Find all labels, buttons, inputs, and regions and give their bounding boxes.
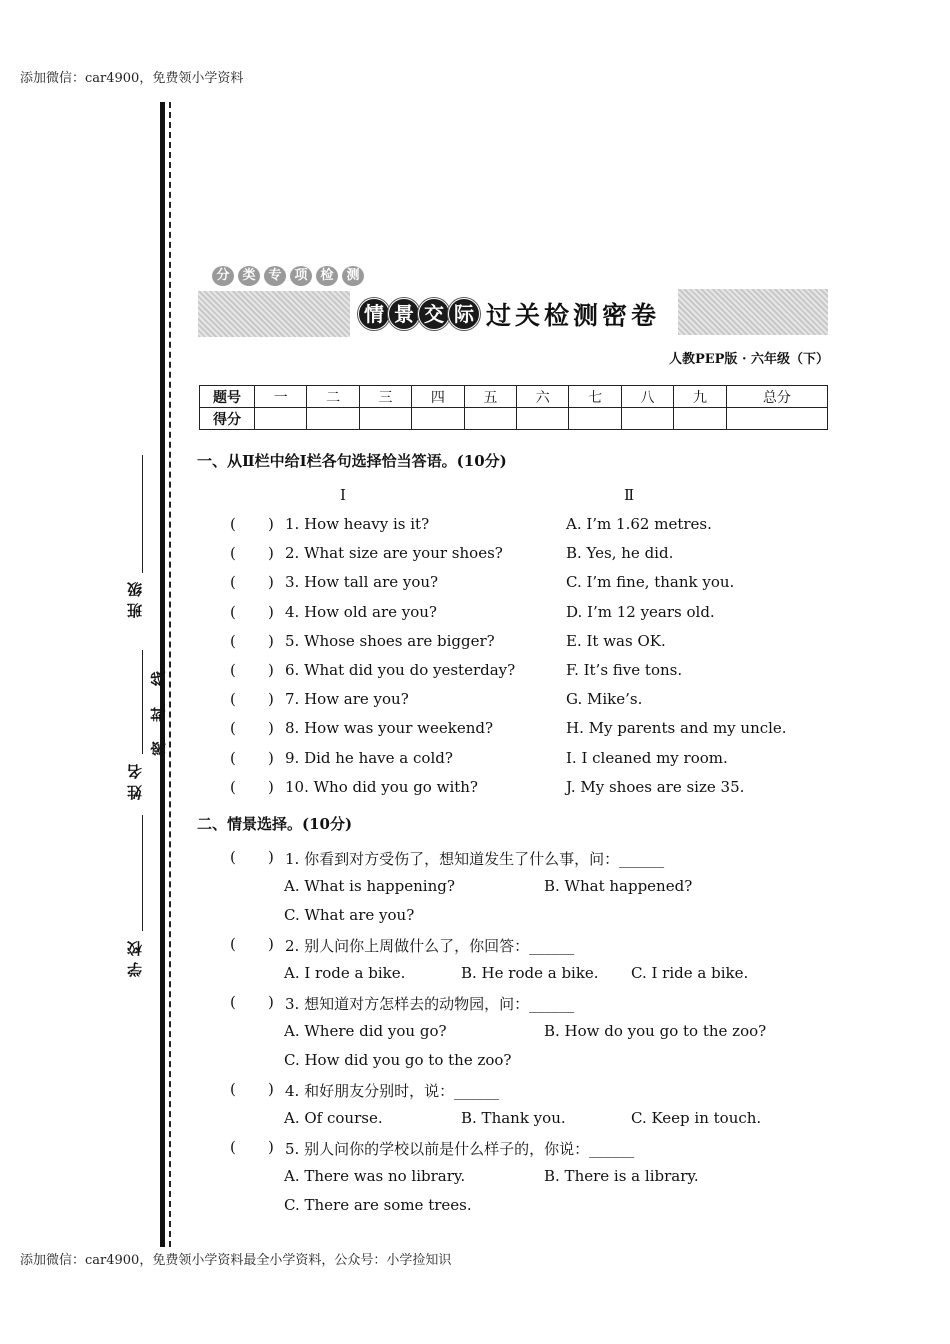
answer-paren-close: ) — [268, 777, 274, 796]
binding-dashed-line — [169, 102, 171, 1247]
answer-paren-open[interactable]: ( — [230, 631, 236, 650]
school-blank[interactable] — [142, 815, 143, 931]
score-col-head: 七 — [569, 386, 621, 408]
match-question: 10. Who did you go with? — [285, 777, 478, 796]
choice-option-b: B. How do you go to the zoo? — [544, 1022, 767, 1040]
match-answer: I. I cleaned my room. — [566, 748, 728, 767]
answer-paren-open[interactable]: ( — [230, 719, 236, 738]
choice-question: 2. 别人问你上周做什么了，你回答：______ — [285, 937, 575, 955]
match-question: 3. How tall are you? — [285, 573, 439, 592]
score-cell[interactable] — [569, 408, 621, 430]
match-question: 7. How are you? — [285, 690, 409, 709]
category-char: 类 — [238, 266, 260, 286]
name-blank[interactable] — [142, 650, 143, 754]
page-title — [358, 294, 660, 334]
choice-question: 4. 和好朋友分别时，说：______ — [285, 1082, 500, 1100]
class-label: 班级 — [126, 576, 144, 618]
score-row-label: 得分 — [200, 408, 255, 430]
watermark-top: 添加微信：car4900，免费领小学资料 — [20, 71, 244, 86]
match-question: 5. Whose shoes are bigger? — [285, 631, 495, 650]
choice-option-b: B. He rode a bike. — [461, 964, 599, 982]
answer-paren-close: ) — [268, 690, 274, 709]
category-char: 测 — [342, 266, 364, 286]
choice-paren-open[interactable]: ( — [230, 935, 236, 953]
match-answer: C. I’m fine, thank you. — [566, 573, 735, 592]
score-col-head: 二 — [307, 386, 359, 408]
score-cell[interactable] — [464, 408, 516, 430]
section1-title: 一、从Ⅱ栏中给Ⅰ栏各句选择恰当答语。(10分) — [197, 452, 507, 470]
score-col-head: 一 — [255, 386, 307, 408]
answer-paren-close: ) — [268, 544, 274, 563]
choice-option-a: A. Where did you go? — [284, 1022, 447, 1040]
category-char: 项 — [290, 266, 312, 286]
choice-option-b: B. What happened? — [544, 877, 693, 895]
answer-paren-close: ) — [268, 602, 274, 621]
score-cell[interactable] — [255, 408, 307, 430]
score-col-head: 六 — [517, 386, 569, 408]
choice-option-c: C. What are you? — [284, 906, 415, 924]
seal-word-feng: 封 — [149, 707, 168, 723]
answer-paren-close: ) — [268, 515, 274, 533]
title-circled-char: 际 — [448, 298, 480, 330]
watermark-bottom: 添加微信：car4900，免费领小学资料最全小学资料，公众号：小学捡知识 — [20, 1253, 452, 1268]
answer-paren-open[interactable]: ( — [230, 690, 236, 709]
choice-paren-open[interactable]: ( — [230, 993, 236, 1011]
title-circled-char: 景 — [388, 298, 420, 330]
choice-option-a: A. I rode a bike. — [284, 964, 406, 982]
choice-paren-open[interactable]: ( — [230, 1138, 236, 1156]
score-header-row — [200, 386, 828, 408]
category-badges — [212, 266, 364, 286]
choice-paren-close: ) — [268, 935, 274, 953]
score-col-head: 总分 — [726, 386, 827, 408]
match-answer: E. It was OK. — [566, 631, 666, 650]
score-col-head: 九 — [674, 386, 726, 408]
choice-paren-close: ) — [268, 1080, 274, 1098]
category-char: 检 — [316, 266, 338, 286]
answer-paren-open[interactable]: ( — [230, 777, 236, 796]
score-cell[interactable] — [307, 408, 359, 430]
match-answer: B. Yes, he did. — [566, 544, 674, 563]
match-answer: G. Mike’s. — [566, 690, 643, 709]
section2-title: 二、情景选择。(10分) — [197, 815, 353, 833]
choice-paren-close: ) — [268, 993, 274, 1011]
column-head-2: Ⅱ — [624, 486, 635, 504]
answer-paren-open[interactable]: ( — [230, 661, 236, 679]
score-cell[interactable] — [412, 408, 464, 430]
choice-option-c: C. Keep in touch. — [631, 1109, 762, 1127]
match-question: 1. How heavy is it? — [285, 515, 430, 533]
answer-paren-open[interactable]: ( — [230, 544, 236, 563]
title-rest: 过关检测密卷 — [486, 301, 661, 330]
score-cell[interactable] — [621, 408, 673, 430]
score-cell[interactable] — [517, 408, 569, 430]
choice-paren-open[interactable]: ( — [230, 1080, 236, 1098]
match-question: 4. How old are you? — [285, 602, 437, 621]
choice-question: 1. 你看到对方受伤了，想知道发生了什么事，问：______ — [285, 850, 665, 868]
choice-option-c: C. There are some trees. — [284, 1196, 472, 1214]
score-row-label: 题号 — [200, 386, 255, 408]
edition-label: 人教PEP版 · 六年级（下） — [668, 352, 829, 367]
match-answer: H. My parents and my uncle. — [566, 719, 787, 738]
category-char: 专 — [264, 266, 286, 286]
choice-option-c: C. How did you go to the zoo? — [284, 1051, 512, 1069]
choice-paren-open[interactable]: ( — [230, 848, 236, 866]
answer-paren-open[interactable]: ( — [230, 602, 236, 621]
choice-option-c: C. I ride a bike. — [631, 964, 749, 982]
answer-paren-close: ) — [268, 661, 274, 679]
choice-option-a: A. There was no library. — [284, 1167, 466, 1185]
score-value-row — [200, 408, 828, 430]
answer-paren-open[interactable]: ( — [230, 573, 236, 592]
header-stripe-left — [198, 291, 350, 337]
score-cell[interactable] — [726, 408, 827, 430]
answer-paren-close: ) — [268, 573, 274, 592]
choice-question: 5. 别人问你的学校以前是什么样子的，你说：______ — [285, 1140, 635, 1158]
match-answer: F. It’s five tons. — [566, 661, 683, 679]
score-col-head: 三 — [359, 386, 411, 408]
choice-paren-close: ) — [268, 848, 274, 866]
score-col-head: 八 — [621, 386, 673, 408]
title-circled-char: 交 — [418, 298, 450, 330]
score-table — [199, 385, 828, 430]
choice-question: 3. 想知道对方怎样去的动物园，问：______ — [285, 995, 575, 1013]
category-char: 分 — [212, 266, 234, 286]
answer-paren-close: ) — [268, 631, 274, 650]
match-question: 8. How was your weekend? — [285, 719, 494, 738]
seal-word-mi: 密 — [149, 741, 168, 757]
choice-paren-close: ) — [268, 1138, 274, 1156]
score-col-head: 五 — [464, 386, 516, 408]
answer-paren-close: ) — [268, 748, 274, 767]
answer-paren-open[interactable]: ( — [230, 515, 236, 533]
match-question: 6. What did you do yesterday? — [285, 661, 516, 679]
header-stripe-right — [678, 289, 828, 335]
class-blank[interactable] — [142, 455, 143, 573]
match-answer: J. My shoes are size 35. — [566, 777, 745, 796]
name-label: 姓名 — [126, 758, 144, 800]
choice-option-b: B. Thank you. — [461, 1109, 566, 1127]
match-answer: D. I’m 12 years old. — [566, 602, 715, 621]
score-cell[interactable] — [359, 408, 411, 430]
choice-option-a: A. Of course. — [284, 1109, 383, 1127]
score-cell[interactable] — [674, 408, 726, 430]
column-head-1: Ⅰ — [340, 486, 346, 504]
answer-paren-open[interactable]: ( — [230, 748, 236, 767]
school-label: 学校 — [126, 935, 144, 977]
choice-option-b: B. There is a library. — [544, 1167, 699, 1185]
seal-word-xian: 线 — [149, 671, 168, 687]
match-question: 2. What size are your shoes? — [285, 544, 503, 563]
answer-paren-close: ) — [268, 719, 274, 738]
title-circled-char: 情 — [358, 298, 390, 330]
choice-option-a: A. What is happening? — [284, 877, 455, 895]
match-answer: A. I’m 1.62 metres. — [566, 515, 712, 533]
score-col-head: 四 — [412, 386, 464, 408]
match-question: 9. Did he have a cold? — [285, 748, 453, 767]
